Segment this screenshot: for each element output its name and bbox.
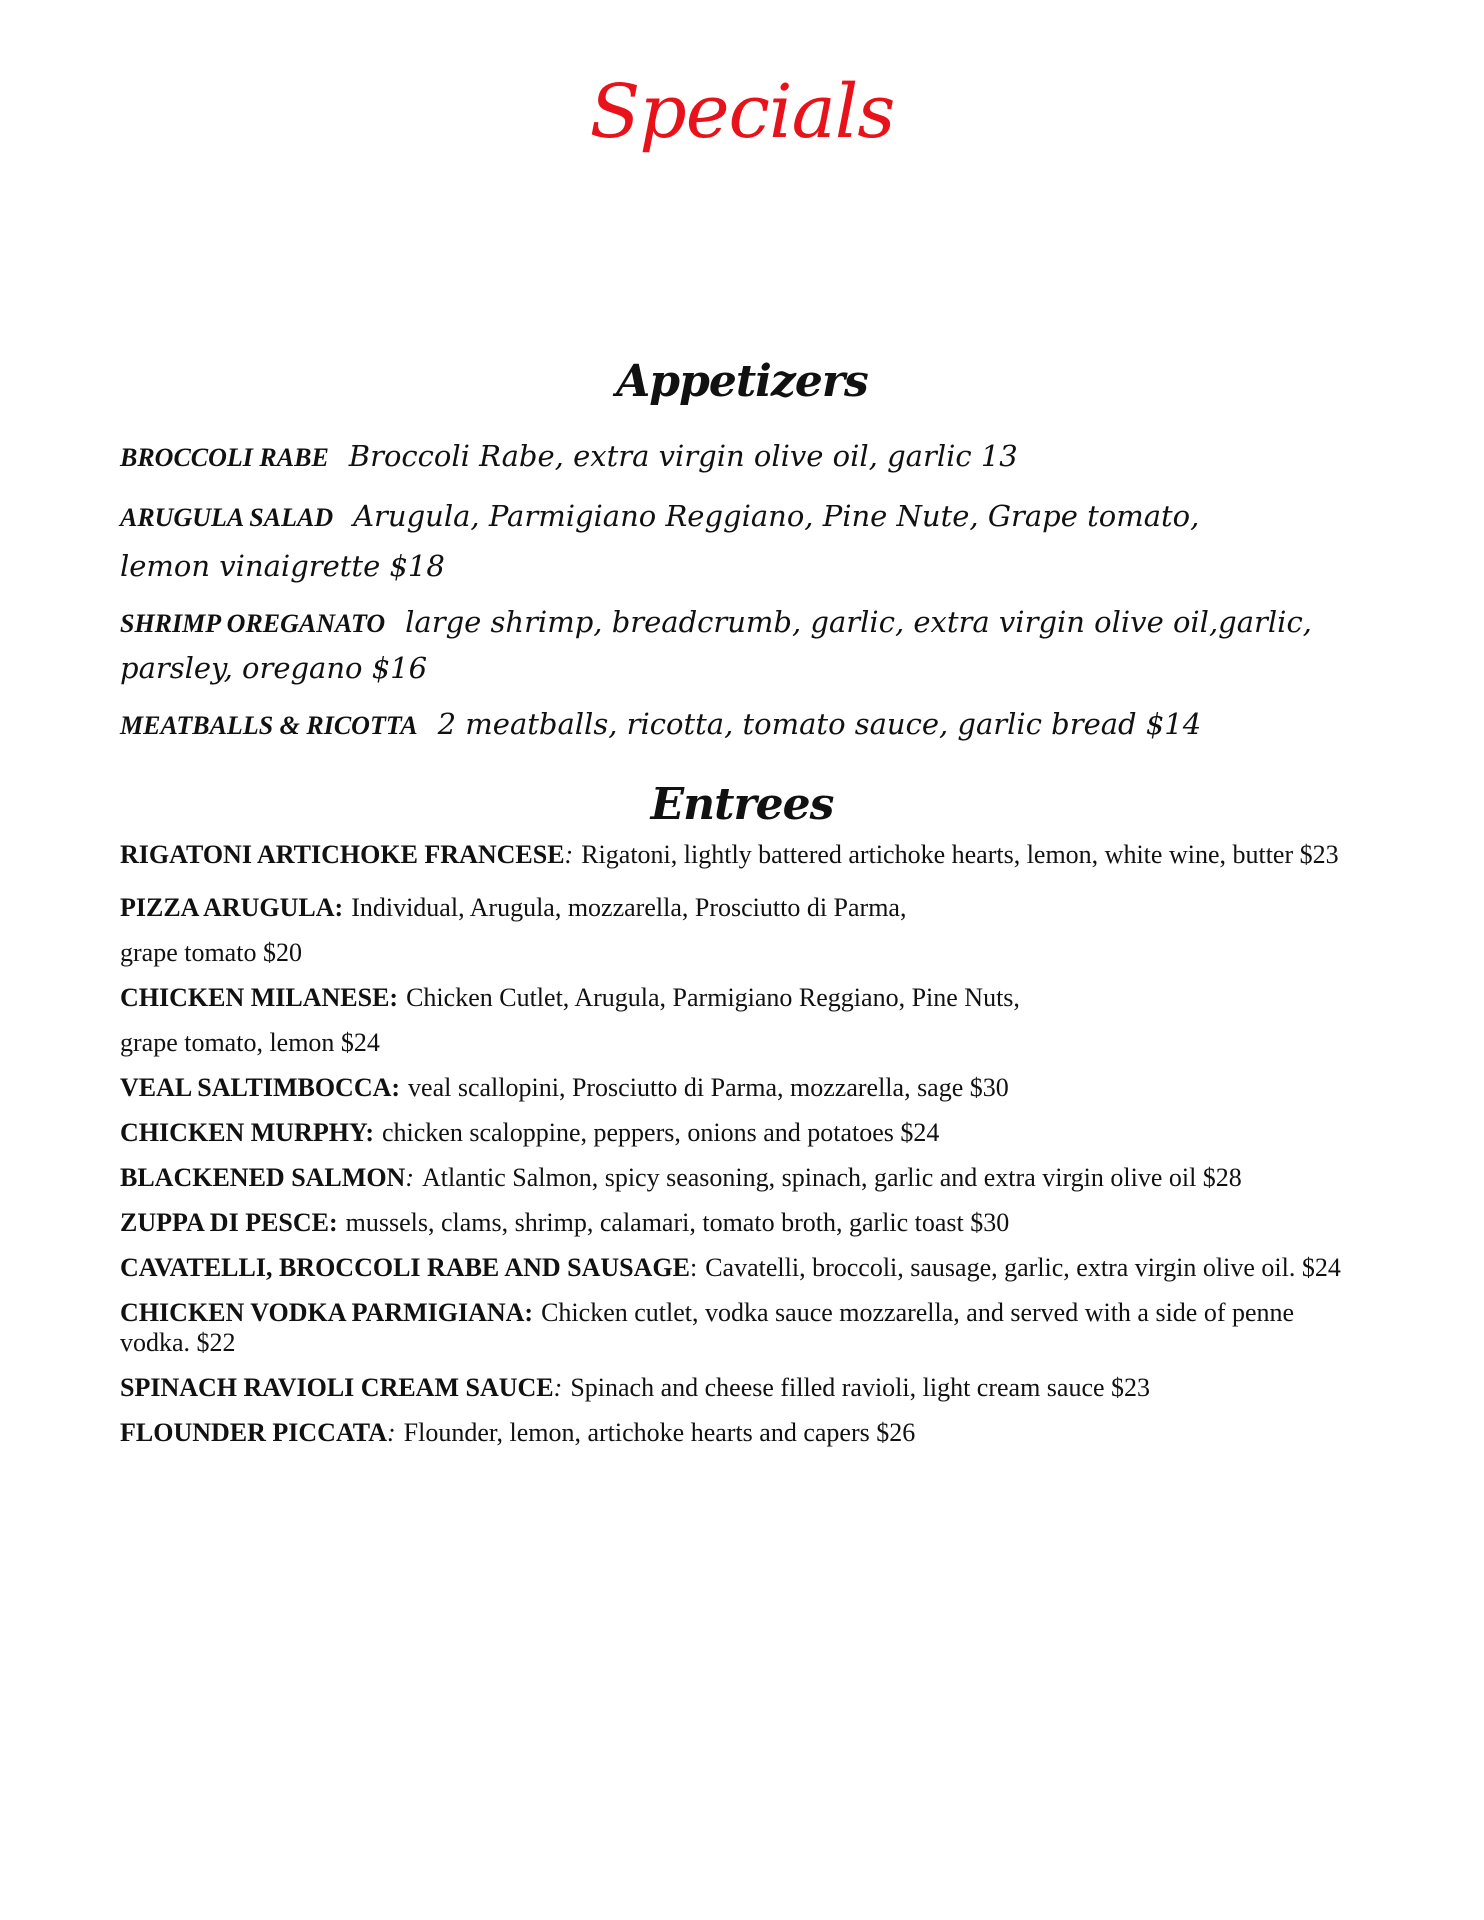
entree-name: RIGATONI ARTICHOKE FRANCESE: [120, 840, 565, 869]
appetizer-item: [120, 600, 1360, 690]
appetizer-description: 2 meatballs, ricotta, tomato sauce, garlic bread $14: [437, 707, 1202, 741]
entree-name: VEAL SALTIMBOCCA:: [120, 1073, 401, 1102]
appetizer-name: ARUGULA SALAD: [120, 503, 334, 532]
entree-separator: :: [405, 1163, 414, 1192]
entree-description: Flounder, lemon, artichoke hearts and capers $26: [403, 1418, 916, 1447]
entree-item: [120, 1253, 1360, 1283]
appetizer-item: [120, 432, 1360, 482]
appetizer-item: [120, 492, 1360, 590]
appetizer-description: Broccoli Rabe, extra virgin olive oil, garlic 13: [348, 439, 1018, 473]
appetizers-heading: Appetizers: [616, 356, 868, 407]
entree-description-continued: grape tomato $20: [120, 938, 302, 967]
entree-description: chicken scaloppine, peppers, onions and potatoes $24: [381, 1118, 940, 1147]
entree-name: BLACKENED SALMON: [120, 1163, 406, 1192]
entree-description-continued: grape tomato, lemon $24: [120, 1028, 380, 1057]
appetizer-description: Arugula, Parmigiano Reggiano, Pine Nute, Grape tomato,: [353, 499, 1200, 533]
entree-separator: :: [553, 1373, 563, 1402]
appetizer-description-continued: lemon vinaigrette $18: [120, 549, 445, 583]
entree-name: FLOUNDER PICCATA: [120, 1418, 387, 1447]
entree-item: [120, 1373, 1360, 1403]
entree-item: [120, 1418, 1360, 1448]
appetizer-name: BROCCOLI RABE: [120, 443, 329, 472]
entree-description: veal scallopini, Prosciutto di Parma, mozzarella, sage $30: [408, 1073, 1009, 1102]
entree-description: Chicken cutlet, vodka sauce mozzarella, and served with a side of penne vodka. $22: [120, 1298, 1295, 1357]
appetizer-description: large shrimp, breadcrumb, garlic, extra virgin olive oil,garlic,: [405, 605, 1312, 639]
entree-item: [120, 1208, 1360, 1238]
entree-description: mussels, clams, shrimp, calamari, tomato broth, garlic toast $30: [345, 1208, 1010, 1237]
entree-item: [120, 1110, 1360, 1155]
entree-item: [120, 1163, 1360, 1193]
entree-separator: :: [386, 1418, 396, 1447]
appetizer-name: MEATBALLS & RICOTTA: [120, 711, 418, 740]
page-title: Specials: [589, 69, 895, 155]
entree-name: CHICKEN MILANESE:: [120, 983, 399, 1012]
entree-description: Cavatelli, broccoli, sausage, garlic, extra virgin olive oil. $24: [705, 1253, 1341, 1282]
entree-name: CHICKEN MURPHY:: [120, 1118, 374, 1147]
entree-item: [120, 1298, 1360, 1358]
entree-name: CAVATELLI, BROCCOLI RABE AND SAUSAGE: [120, 1253, 690, 1282]
entree-name: SPINACH RAVIOLI CREAM SAUCE: [120, 1373, 554, 1402]
appetizer-item: [120, 700, 1360, 750]
entree-item: [120, 840, 1360, 870]
entree-list: [120, 840, 1360, 1463]
entree-description: Chicken Cutlet, Arugula, Parmigiano Reggiano, Pine Nuts,: [406, 983, 1020, 1012]
entree-name: ZUPPA DI PESCE:: [120, 1208, 338, 1237]
entree-item: [120, 885, 1360, 975]
entree-name: PIZZA ARUGULA:: [120, 893, 344, 922]
entree-name: CHICKEN VODKA PARMIGIANA:: [120, 1298, 534, 1327]
entrees-heading: Entrees: [650, 779, 834, 830]
appetizer-description-continued: parsley, oregano $16: [120, 651, 428, 685]
appetizer-list: [120, 432, 1360, 760]
appetizer-name: SHRIMP OREGANATO: [120, 609, 386, 638]
entree-description: Rigatoni, lightly battered artichoke hearts, lemon, white wine, butter $23: [581, 840, 1339, 869]
entree-description: Atlantic Salmon, spicy seasoning, spinach, garlic and extra virgin olive oil $28: [422, 1163, 1242, 1192]
entree-separator: :: [689, 1253, 698, 1282]
entree-separator: :: [564, 840, 574, 869]
entree-item: [120, 1065, 1360, 1110]
entree-description: Individual, Arugula, mozzarella, Prosciutto di Parma,: [351, 893, 907, 922]
entree-description: Spinach and cheese filled ravioli, light cream sauce $23: [570, 1373, 1151, 1402]
entree-item: [120, 975, 1360, 1065]
